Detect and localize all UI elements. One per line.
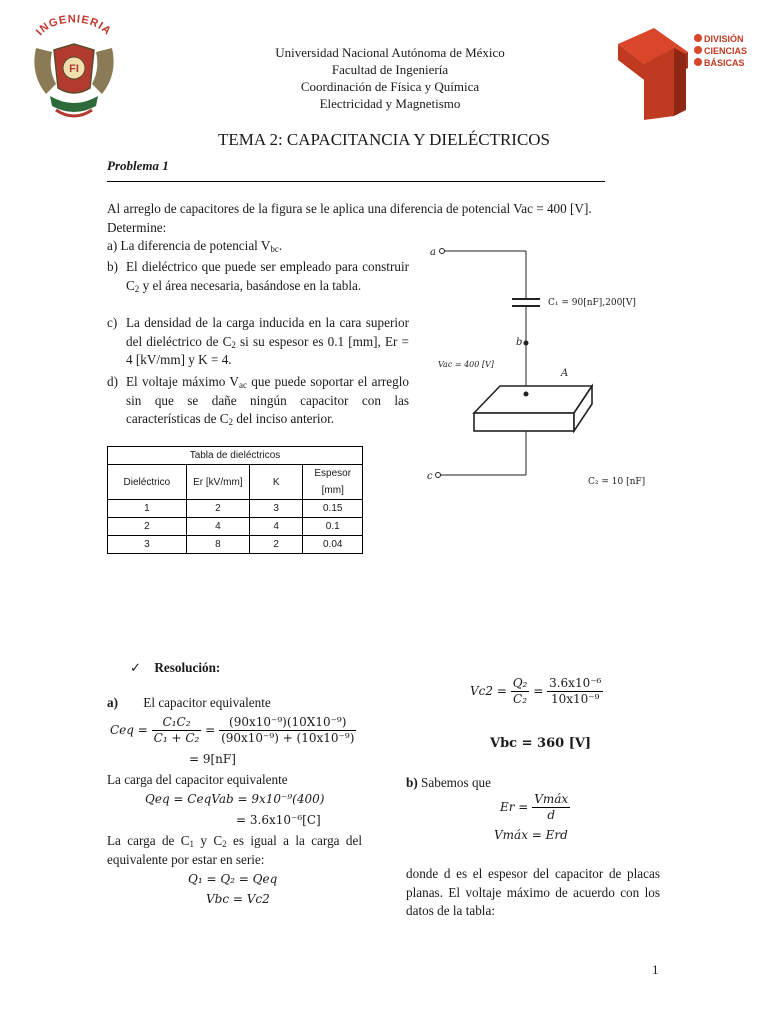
ingenieria-logo [26, 14, 122, 126]
logo-line-1: DIVISIÓN [704, 34, 744, 44]
svg-text:INGENIERIA [34, 14, 114, 38]
resolution-heading: ✓ Resolución: [130, 660, 221, 676]
capacitor-a-label: A [561, 368, 569, 379]
page-number: 1 [652, 962, 659, 977]
table-row: 3 8 2 0.04 [108, 536, 363, 554]
table-header: Espesor [mm] [303, 465, 363, 500]
c1-label: C₁ = 90[nF],200[V] [548, 298, 636, 308]
c2-label: C₂ = 10 [nF] [588, 477, 646, 487]
svg-text:FI: FI [69, 63, 79, 75]
logo-line-3: BÁSICAS [704, 58, 745, 68]
part-a-heading: a) El capacitor equivalente [107, 695, 271, 710]
ceq-equation: Ceq = $\frac{\text{C₁C₂}}{\text{C₁ + C₂}}$ = $\frac{\text{(90x10⁻⁹)(10X10⁻⁹)}}{\text{(90x10⁻⁹) + (10x10⁻⁹)}}$ [110, 715, 355, 745]
page-title: TEMA 2: CAPACITANCIA Y DIELÉCTRICOS [217, 130, 551, 149]
division-ciencias-basicas-logo [614, 24, 754, 120]
table-caption: Tabla de dieléctricos [108, 447, 363, 465]
table-row: 2 4 4 0.1 [108, 518, 363, 536]
node-b-label: b [516, 337, 523, 348]
vc2-equation: Vc2 = $\frac{\text{Q₂}}{\text{C₂}}$ = $\frac{\text{3.6x10⁻⁶}}{\text{10x10⁻⁹}}$ [470, 676, 602, 706]
table-header: Dieléctrico [108, 465, 187, 500]
determine-label: Determine: [107, 220, 167, 235]
dielectric-table [107, 446, 363, 554]
ceq-result: = 9[nF] [189, 752, 236, 766]
table-header: K [249, 465, 303, 500]
logo-text: INGENIERIA [33, 14, 114, 39]
institution-header [200, 44, 580, 112]
part-b-heading: b) Sabemos que [406, 775, 491, 790]
item-a: a) La diferencia de potencial $V_{bc}$. [107, 238, 283, 254]
qeq-result: = 3.6x10⁻⁶[C] [236, 813, 321, 827]
vbc-result: Vbc = 360 [V] [490, 736, 592, 751]
item-c: c) La densidad de la carga inducida en la cara superior del dieléctrico de $C_2$ si su espesor es 0.1 [mm], Er = 4 [kV/mm] y K = 4. [107, 315, 409, 368]
vmax-equation: Vmáx = Erd [494, 828, 568, 842]
problem-label: Problema 1 [107, 158, 169, 173]
header-coordination: Coordinación de Física y Química [300, 79, 480, 94]
check-icon: ✓ [130, 661, 142, 676]
qeq-equation: Qeq = CeqVab = 9x10⁻⁹(400) [145, 792, 325, 806]
node-a-label: a [430, 247, 436, 258]
item-b: b) El dieléctrico que puede ser empleado para construir $C_2$ y el área necesaria, basándose en la tabla. [107, 259, 409, 294]
node-c-label: c [427, 471, 433, 482]
q-equality: Q₁ = Q₂ = Qeq [188, 872, 278, 886]
capacitor-circuit-figure [420, 236, 660, 488]
series-charge-text: La carga de $C_1$ y $C_2$ es igual a la carga del equivalente por estar en serie: [107, 833, 362, 867]
vac-label: Vac = 400 [V] [438, 360, 494, 369]
problem-intro: Al arreglo de capacitores de la figura se le aplica una diferencia de potencial Vac = 400 [V]. [107, 201, 592, 216]
header-faculty: Facultad de Ingeniería [331, 62, 449, 77]
item-d: d) El voltaje máximo $V_{ac}$ que puede soportar el arreglo sin que se dañe ningún capacitor con las características de $C_2$ del inciso anterior. [107, 374, 409, 428]
header-university: Universidad Nacional Autónoma de México [275, 45, 505, 60]
logo-line-2: CIENCIAS [704, 46, 748, 56]
thickness-explanation: donde d es el espesor del capacitor de placas planas. El voltaje máximo de acuerdo con los datos de la tabla: [406, 866, 660, 919]
header-course: Electricidad y Magnetismo [319, 96, 461, 111]
table-row: 1 2 3 0.15 [108, 500, 363, 518]
er-equation: Er = $\frac{\text{Vmáx}}{d}$ [500, 792, 569, 822]
divider [107, 181, 605, 182]
v-equality: Vbc = Vc2 [206, 892, 270, 906]
table-header: Er [kV/mm] [186, 465, 249, 500]
equivalent-charge-text: La carga del capacitor equivalente [107, 772, 288, 787]
